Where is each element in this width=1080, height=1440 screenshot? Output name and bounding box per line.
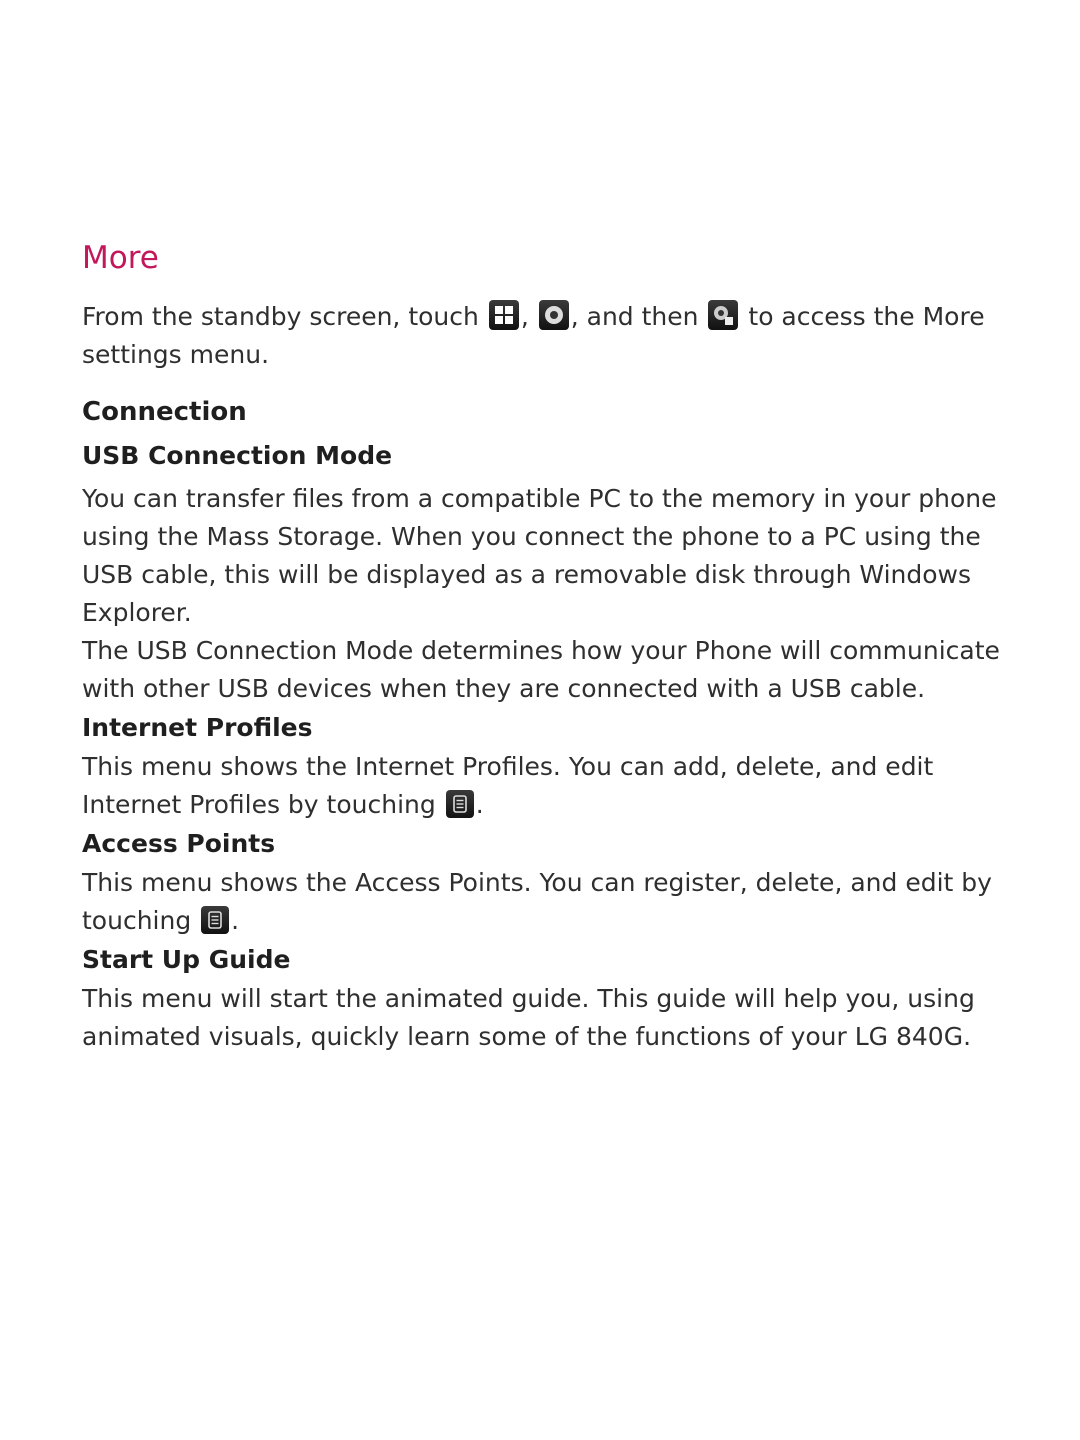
settings-icon	[539, 300, 569, 330]
internet-profiles-line2: Internet Profiles by touching	[82, 790, 436, 819]
usb-p1-line3: USB cable, this will be displayed as a removable disk through Windows	[82, 560, 971, 589]
start-up-guide-line2: animated visuals, quickly learn some of the functions of your LG 840G.	[82, 1022, 972, 1051]
connection-heading: Connection	[82, 397, 247, 427]
internet-profiles-period: .	[475, 790, 484, 819]
usb-paragraph-1	[82, 480, 1002, 632]
usb-p1-line1: You can transfer files from a compatible PC to the memory in your phone	[82, 484, 997, 513]
usb-p2-line1: The USB Connection Mode determines how your Phone will communicate	[82, 636, 1000, 665]
usb-connection-heading: USB Connection Mode	[82, 441, 393, 470]
intro-text-5: settings menu.	[82, 340, 270, 369]
manual-page	[82, 236, 1002, 1056]
internet-profiles-line1: This menu shows the Internet Profiles. You can add, delete, and edit	[82, 752, 934, 781]
intro-text-4: to access the More	[748, 302, 985, 331]
start-up-guide-line1: This menu will start the animated guide. This guide will help you, using	[82, 984, 975, 1013]
internet-profiles-paragraph	[82, 748, 1002, 824]
usb-p2-line2: with other USB devices when they are connected with a USB cable.	[82, 674, 926, 703]
intro-paragraph	[82, 298, 1002, 374]
intro-text-2: ,	[520, 302, 529, 331]
usb-p1-line4: Explorer.	[82, 598, 192, 627]
page-title: More	[82, 240, 159, 276]
intro-text-1: From the standby screen, touch	[82, 302, 479, 331]
intro-text-3: , and then	[570, 302, 699, 331]
more-settings-icon	[708, 300, 738, 330]
access-points-line1: This menu shows the Access Points. You can register, delete, and edit by	[82, 868, 992, 897]
menu-icon	[446, 790, 474, 818]
apps-grid-icon	[489, 300, 519, 330]
access-points-paragraph	[82, 864, 1002, 940]
menu-icon	[201, 906, 229, 934]
usb-p1-line2: using the Mass Storage. When you connect the phone to a PC using the	[82, 522, 981, 551]
access-points-heading: Access Points	[82, 829, 276, 858]
start-up-guide-heading: Start Up Guide	[82, 945, 291, 974]
access-points-period: .	[231, 906, 240, 935]
usb-paragraph-2	[82, 632, 1002, 708]
internet-profiles-heading: Internet Profiles	[82, 713, 313, 742]
access-points-line2: touching	[82, 906, 192, 935]
start-up-guide-paragraph	[82, 980, 1002, 1056]
